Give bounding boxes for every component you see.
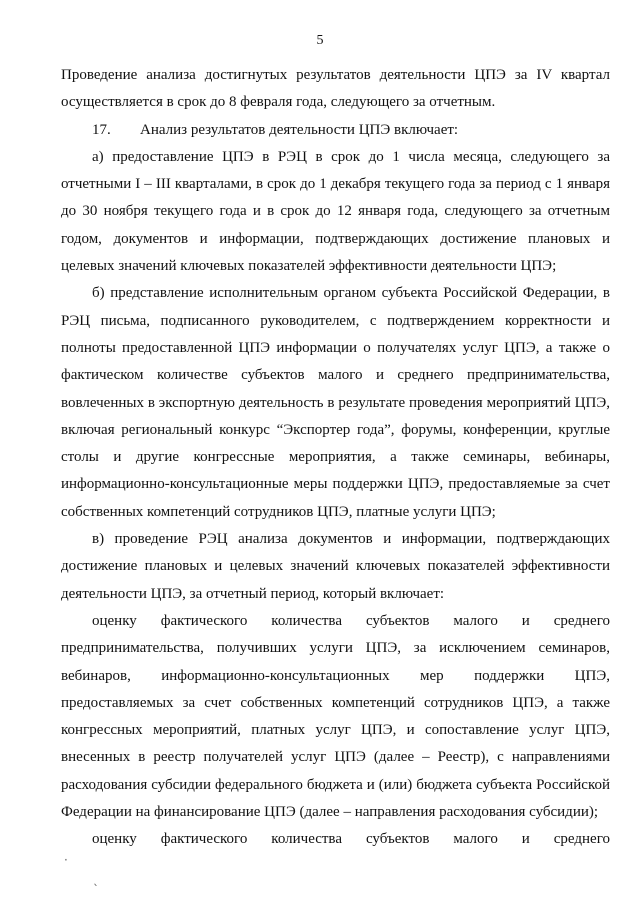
item-17-number: 17. — [92, 121, 111, 138]
paragraph-assessment-2: оценку фактического количества субъектов малого и среднего — [92, 831, 610, 848]
paragraph-subitem-v: в) проведение РЭЦ анализа документов и информации, подтверждающих достижение плановых и целевых значений ключевых показателей эффективности деятельности ЦПЭ, за отчетный период, который включает: — [61, 531, 610, 602]
page-number: 5 — [316, 33, 324, 48]
paragraph-item-17 — [61, 117, 610, 144]
item-17-text: Анализ результатов деятельности ЦПЭ включает: — [140, 121, 459, 138]
scan-artifact-dot: · — [64, 853, 68, 867]
paragraph-subitem-a: а) предоставление ЦПЭ в РЭЦ в срок до 1 числа месяца, следующего за отчетными I – III кварталами, в срок до 1 декабря текущего года за период с 1 января до 30 ноября текущего года и в срок до 12 января года, следующего за отчетным годом, документов и информации, подтверждающих достижение плановых и целевых значений ключевых показателей эффективности деятельности ЦПЭ; — [61, 148, 610, 275]
scan-artifact-tick: ˎ — [93, 872, 99, 886]
paragraph-subitem-b: б) представление исполнительным органом субъекта Российской Федерации, в РЭЦ письма, подписанного руководителем, с подтверждением корректности и полноты предоставленной ЦПЭ информации о получателях услуг ЦПЭ, а также о фактическом количестве субъектов малого и среднего предпринимательства, вовлеченных в экспортную деятельность в результате проведения мероприятий ЦПЭ, включая региональный конкурс “Экспортер года”, форумы, конференции, круглые столы и другие конгрессные мероприятия, а также семинары, вебинары, информационно-консультационные меры поддержки ЦПЭ, предоставляемые за счет собственных компетенций сотрудников ЦПЭ, платные услуги ЦПЭ; — [61, 285, 610, 520]
paragraph-assessment-1: оценку фактического количества субъектов малого и среднего предпринимательства, получивших услуги ЦПЭ, за исключением семинаров, вебинаров, информационно-консультационных мер поддержки ЦПЭ, предоставляемых за счет собственных компетенций сотрудников ЦПЭ, а также конгрессных мероприятий, платных услуг ЦПЭ, и сопоставление услуг ЦПЭ, внесенных в реестр получателей услуг ЦПЭ (далее – Реестр), с направлениями расходования субсидии федерального бюджета и (или) бюджета субъекта Российской Федерации на финансирование ЦПЭ (далее – направления расходования субсидии); — [61, 612, 610, 821]
paragraph-intro: Проведение анализа достигнутых результатов деятельности ЦПЭ за IV квартал осуществляется в срок до 8 февраля года, следующего за отчетным. — [61, 67, 610, 111]
document-body — [61, 62, 610, 854]
